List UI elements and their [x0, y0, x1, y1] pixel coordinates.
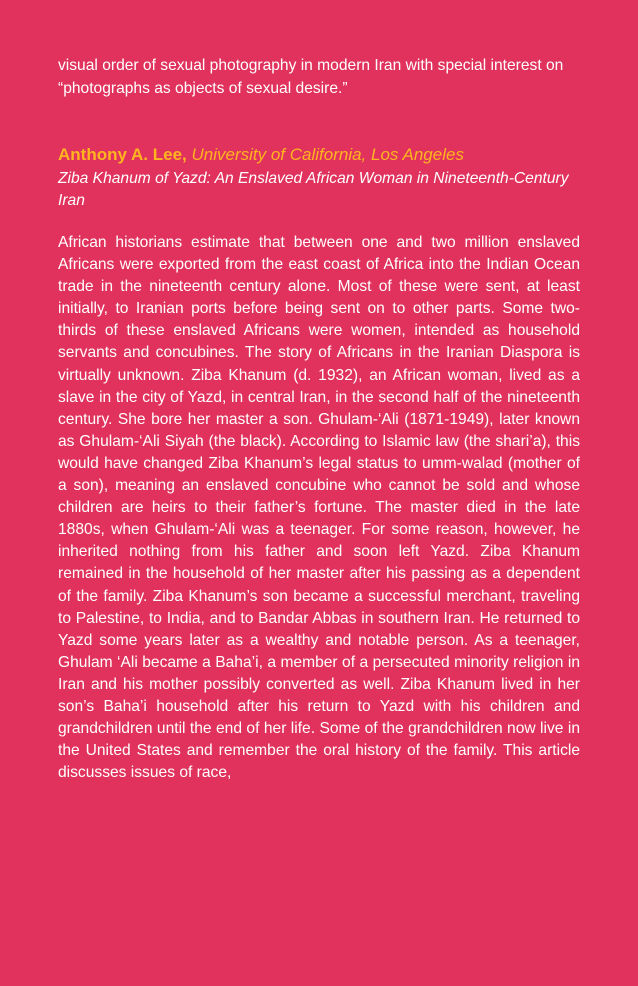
article-entry: [58, 144, 580, 784]
author-affiliation: University of California, Los Angeles: [191, 145, 464, 164]
article-abstract: African historians estimate that between one and two million enslaved Africans were exported from the east coast of Africa into the Indian Ocean trade in the nineteenth century alone. Most of these were sent, at least initially, to Iranian ports before being sent on to other parts. Some two-thirds of these enslaved Africans were women, intended as household servants and concubines. The story of Africans in the Iranian Diaspora is virtually unknown. Ziba Khanum (d. 1932), an African woman, lived as a slave in the city of Yazd, in central Iran, in the second half of the nineteenth century. She bore her master a son. Ghulam-‘Ali (1871-1949), later known as Ghulam-‘Ali Siyah (the black). According to Islamic law (the shari’a), this would have changed Ziba Khanum’s legal status to umm-walad (mother of a son), meaning an enslaved concubine who cannot be sold and whose children are heirs to their father’s fortune. The master died in the late 1880s, when Ghulam-‘Ali was a teenager. For some reason, however, he inherited nothing from his father and soon left Yazd. Ziba Khanum remained in the household of her master after his passing as a dependent of the family. Ziba Khanum’s son became a successful merchant, traveling to Palestine, to India, and to Bandar Abbas in southern Iran. He returned to Yazd some years later as a wealthy and notable person. As a teenager, Ghulam ‘Ali became a Baha’i, a member of a persecuted minority religion in Iran and his mother possibly converted as well. Ziba Khanum lived in her son’s Baha’i household after his return to Yazd with his children and grandchildren until the end of her life. Some of the grandchildren now live in the United States and remember the oral history of the family. This article discusses issues of race,: [58, 234, 580, 782]
author-name: Anthony A. Lee,: [58, 145, 187, 164]
article-title: Ziba Khanum of Yazd: An Enslaved African Woman in Nineteenth-Century Iran: [58, 170, 569, 209]
author-line: [58, 144, 580, 166]
intro-paragraph: visual order of sexual photography in modern Iran with special interest on “photographs as objects of sexual desire.”: [58, 57, 564, 97]
